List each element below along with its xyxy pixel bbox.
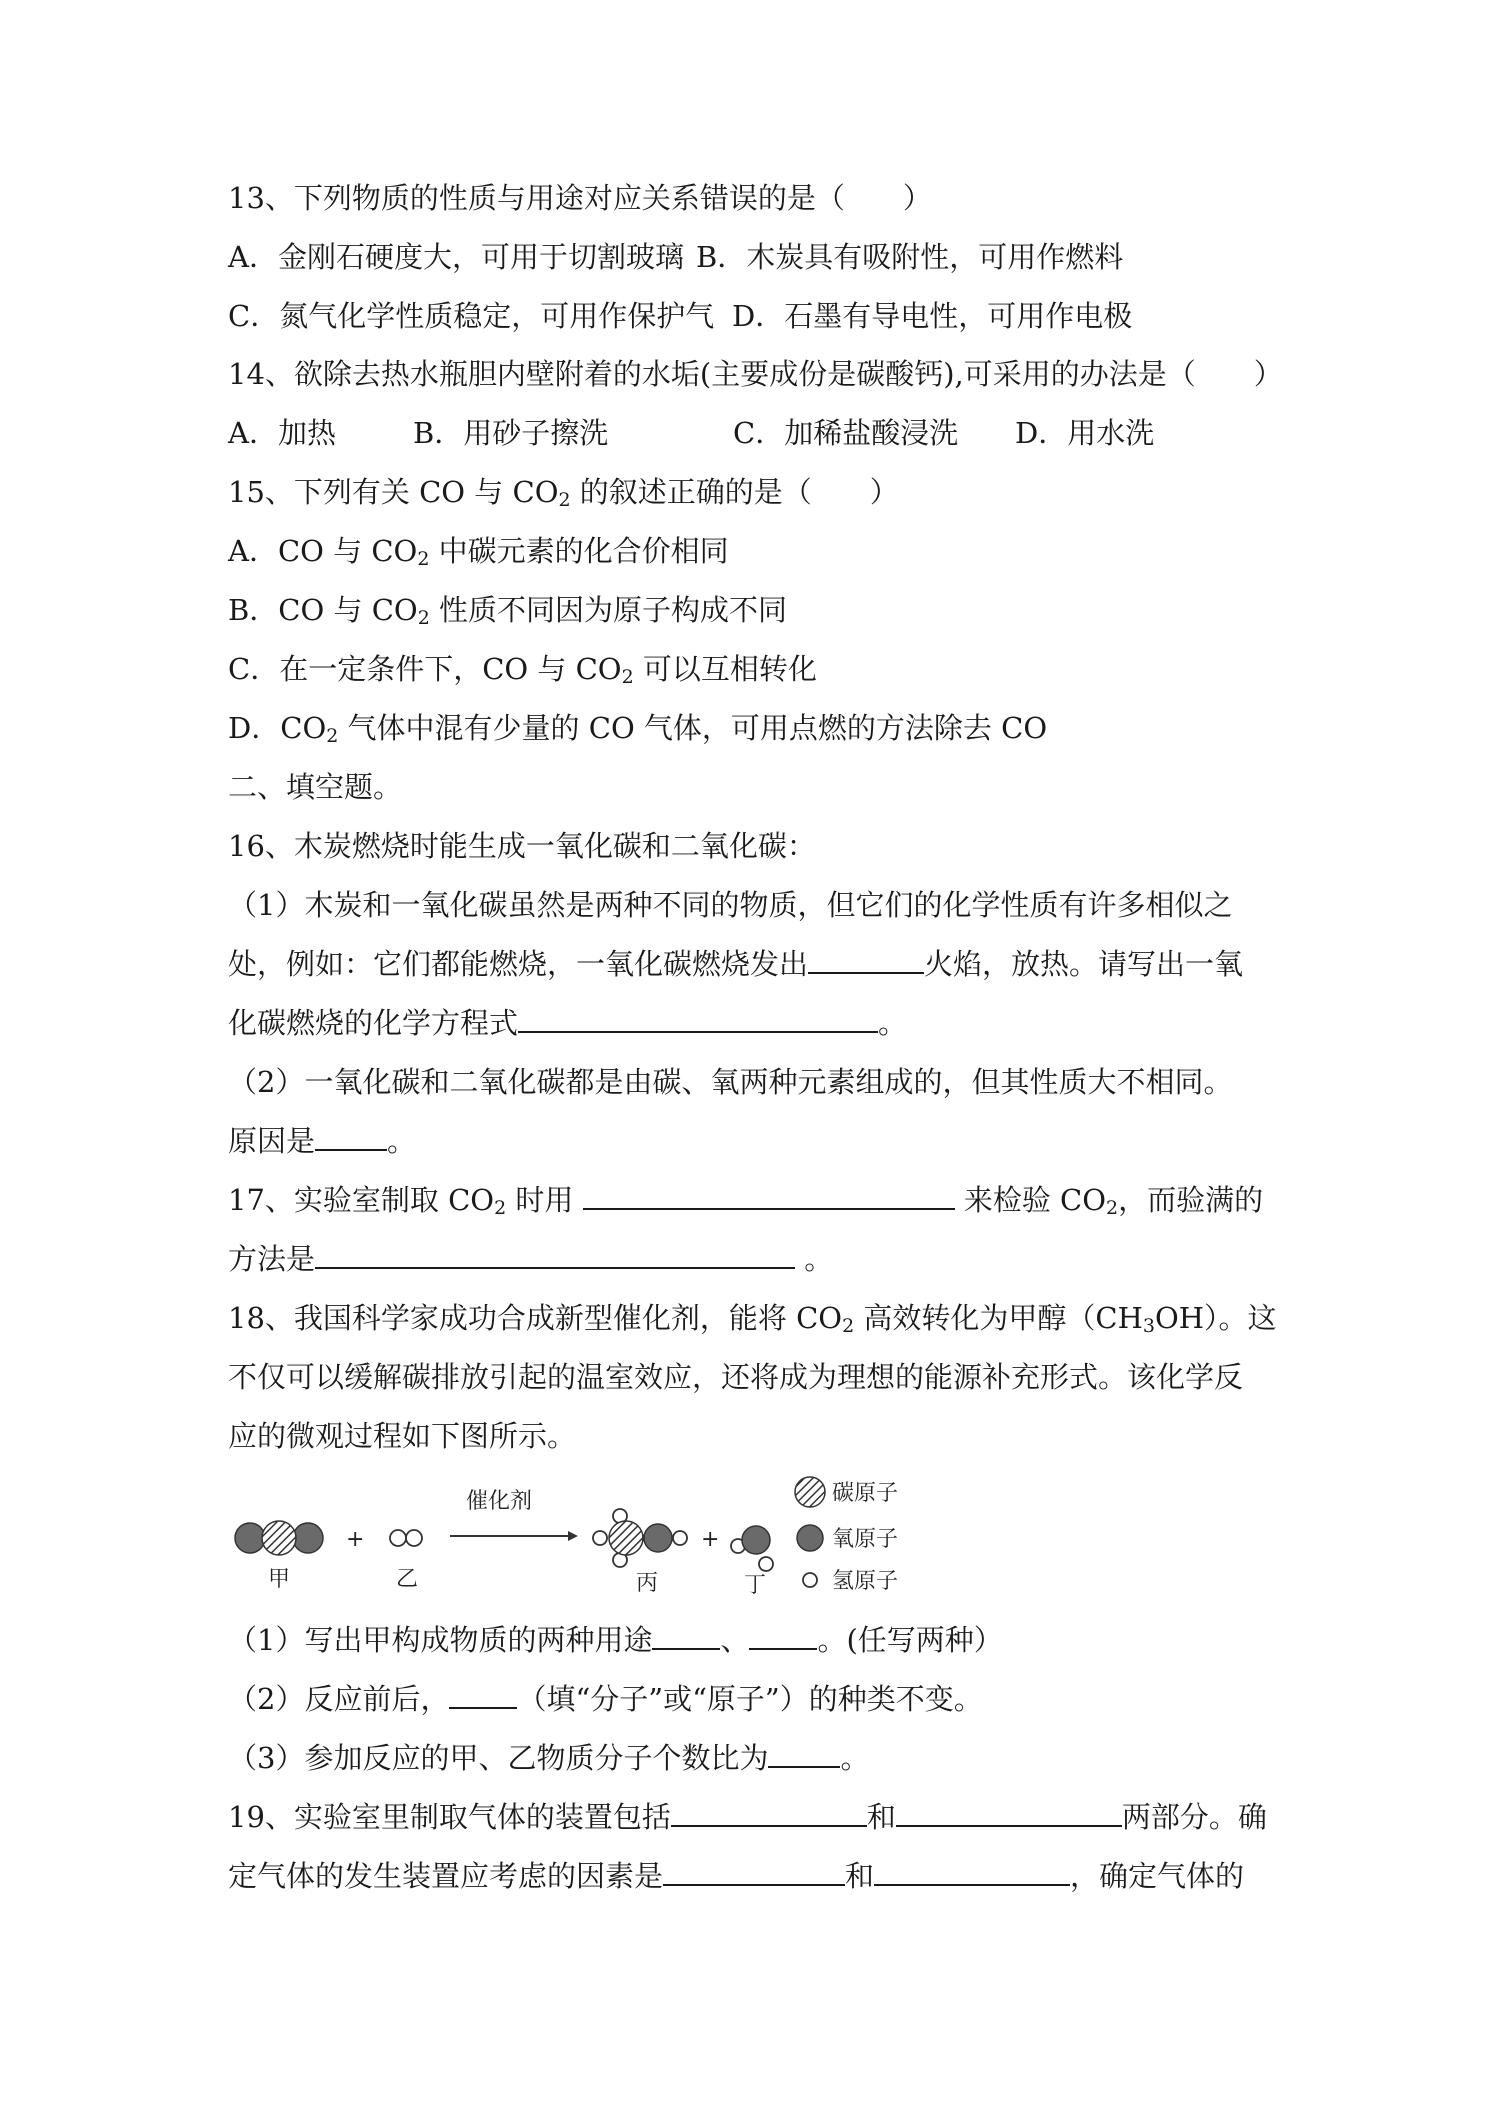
q18-sub1: （1）写出甲构成物质的两种用途 、 。(任写两种） <box>228 1620 1268 1660</box>
q13-option-c: C．氮气化学性质稳定，可用作保护气 <box>228 299 715 333</box>
q14-option-b: B．用砂子擦洗 <box>413 416 609 450</box>
answer-blank[interactable] <box>896 1797 1122 1827</box>
q18-sub2: （2）反应前后， （填“分子”或“原子”）的种类不变。 <box>228 1679 1268 1719</box>
q18-sub3: （3）参加反应的甲、乙物质分子个数比为 。 <box>228 1738 1268 1778</box>
label-yi: 乙 <box>396 1567 419 1592</box>
q13-option-a: A．金刚石硬度大，可用于切割玻璃 <box>228 240 684 274</box>
answer-blank[interactable] <box>808 944 924 974</box>
q13-option-d: D．石墨有导电性，可用作电极 <box>732 299 1133 333</box>
answer-blank[interactable] <box>583 1180 955 1210</box>
molecule-bing <box>593 1509 687 1567</box>
molecule-ding <box>731 1526 773 1571</box>
q13-options-cd <box>228 296 1268 336</box>
answer-blank[interactable] <box>518 1003 878 1033</box>
q14-options <box>228 413 1268 453</box>
legend-oxygen: 氧原子 <box>832 1527 899 1552</box>
q13-stem: 13、下列物质的性质与用途对应关系错误的是（ ） <box>228 181 932 215</box>
q14-option-d: D．用水洗 <box>1015 416 1155 450</box>
answer-blank[interactable] <box>749 1620 817 1650</box>
q14-option-a: A．加热 <box>228 416 336 450</box>
catalyst-label: 催化剂 <box>466 1489 533 1514</box>
answer-blank[interactable] <box>663 1856 845 1886</box>
q15-option-d: D．$CO_2$ 气体中混有少量的 CO 气体，可用点燃的方法除去 CO <box>228 711 1048 747</box>
q17-line2: 方法是 。 <box>228 1239 1268 1279</box>
q14-option-c: C．加稀盐酸浸洗 <box>733 416 959 450</box>
q15-option-b: B．CO 与 $CO_2$ 性质不同因为原子构成不同 <box>228 593 788 629</box>
legend-hydrogen: 氢原子 <box>832 1569 899 1594</box>
q16-part1-line2: 处，例如：它们都能燃烧，一氧化碳燃烧发出 火焰，放热。请写出一氧 <box>228 944 1268 984</box>
answer-blank[interactable] <box>652 1620 720 1650</box>
q15-option-a: A．CO 与 $CO_2$ 中碳元素的化合价相同 <box>228 534 729 570</box>
q18-line2: 不仅可以缓解碳排放引起的温室效应，还将成为理想的能源补充形式。该化学反 <box>228 1360 1244 1394</box>
answer-blank[interactable] <box>449 1679 517 1709</box>
q13-option-b: B．木炭具有吸附性，可用作燃料 <box>696 240 1124 274</box>
q15-stem: 15、下列有关 CO 与 $CO_2$ 的叙述正确的是（ ） <box>228 475 899 511</box>
answer-blank[interactable] <box>671 1797 867 1827</box>
q16-part1-line3: 化碳燃烧的化学方程式 。 <box>228 1003 1268 1043</box>
answer-blank[interactable] <box>315 1239 795 1269</box>
answer-blank[interactable] <box>768 1738 840 1768</box>
q13-options-ab <box>228 237 1268 277</box>
q19-line2: 定气体的发生装置应考虑的因素是 和 ，确定气体的 <box>228 1856 1268 1896</box>
q16-part2-line1: （2）一氧化碳和二氧化碳都是由碳、氧两种元素组成的，但其性质大不相同。 <box>228 1065 1233 1099</box>
q16-part1-line1: （1）木炭和一氧化碳虽然是两种不同的物质，但它们的化学性质有许多相似之 <box>228 888 1233 922</box>
label-ding: 丁 <box>744 1573 767 1598</box>
q15-option-c: C．在一定条件下，CO 与 $CO_2$ 可以互相转化 <box>228 652 817 688</box>
q16-stem: 16、木炭燃烧时能生成一氧化碳和二氧化碳： <box>228 829 816 863</box>
label-jia: 甲 <box>268 1567 291 1592</box>
plus-sign: + <box>701 1527 720 1552</box>
section-heading: 二、填空题。 <box>228 770 403 804</box>
q16-part2-line2: 原因是 。 <box>228 1121 1268 1161</box>
molecule-yi <box>390 1530 422 1546</box>
reaction-arrow <box>450 1531 578 1541</box>
answer-blank[interactable] <box>315 1121 387 1151</box>
q18-line3: 应的微观过程如下图所示。 <box>228 1419 577 1453</box>
q14-stem: 14、欲除去热水瓶胆内壁附着的水垢(主要成份是碳酸钙),可采用的办法是（ ） <box>228 357 1283 391</box>
q17-line1: 17、实验室制取 $CO_2$ 时用 来检验 $CO_2$，而验满的 <box>228 1180 1268 1220</box>
q19-line1: 19、实验室里制取气体的装置包括 和 两部分。确 <box>228 1797 1268 1837</box>
label-bing: 丙 <box>636 1571 659 1596</box>
answer-blank[interactable] <box>874 1856 1070 1886</box>
q18-line1: 18、我国科学家成功合成新型催化剂，能将 $CO_2$ 高效转化为甲醇$(CH_3OH)$。这 <box>228 1301 1277 1337</box>
legend <box>795 1477 898 1594</box>
reaction-diagram <box>228 1468 948 1618</box>
plus-sign: + <box>346 1527 365 1552</box>
legend-carbon: 碳原子 <box>832 1481 899 1506</box>
molecule-jia <box>235 1521 323 1555</box>
